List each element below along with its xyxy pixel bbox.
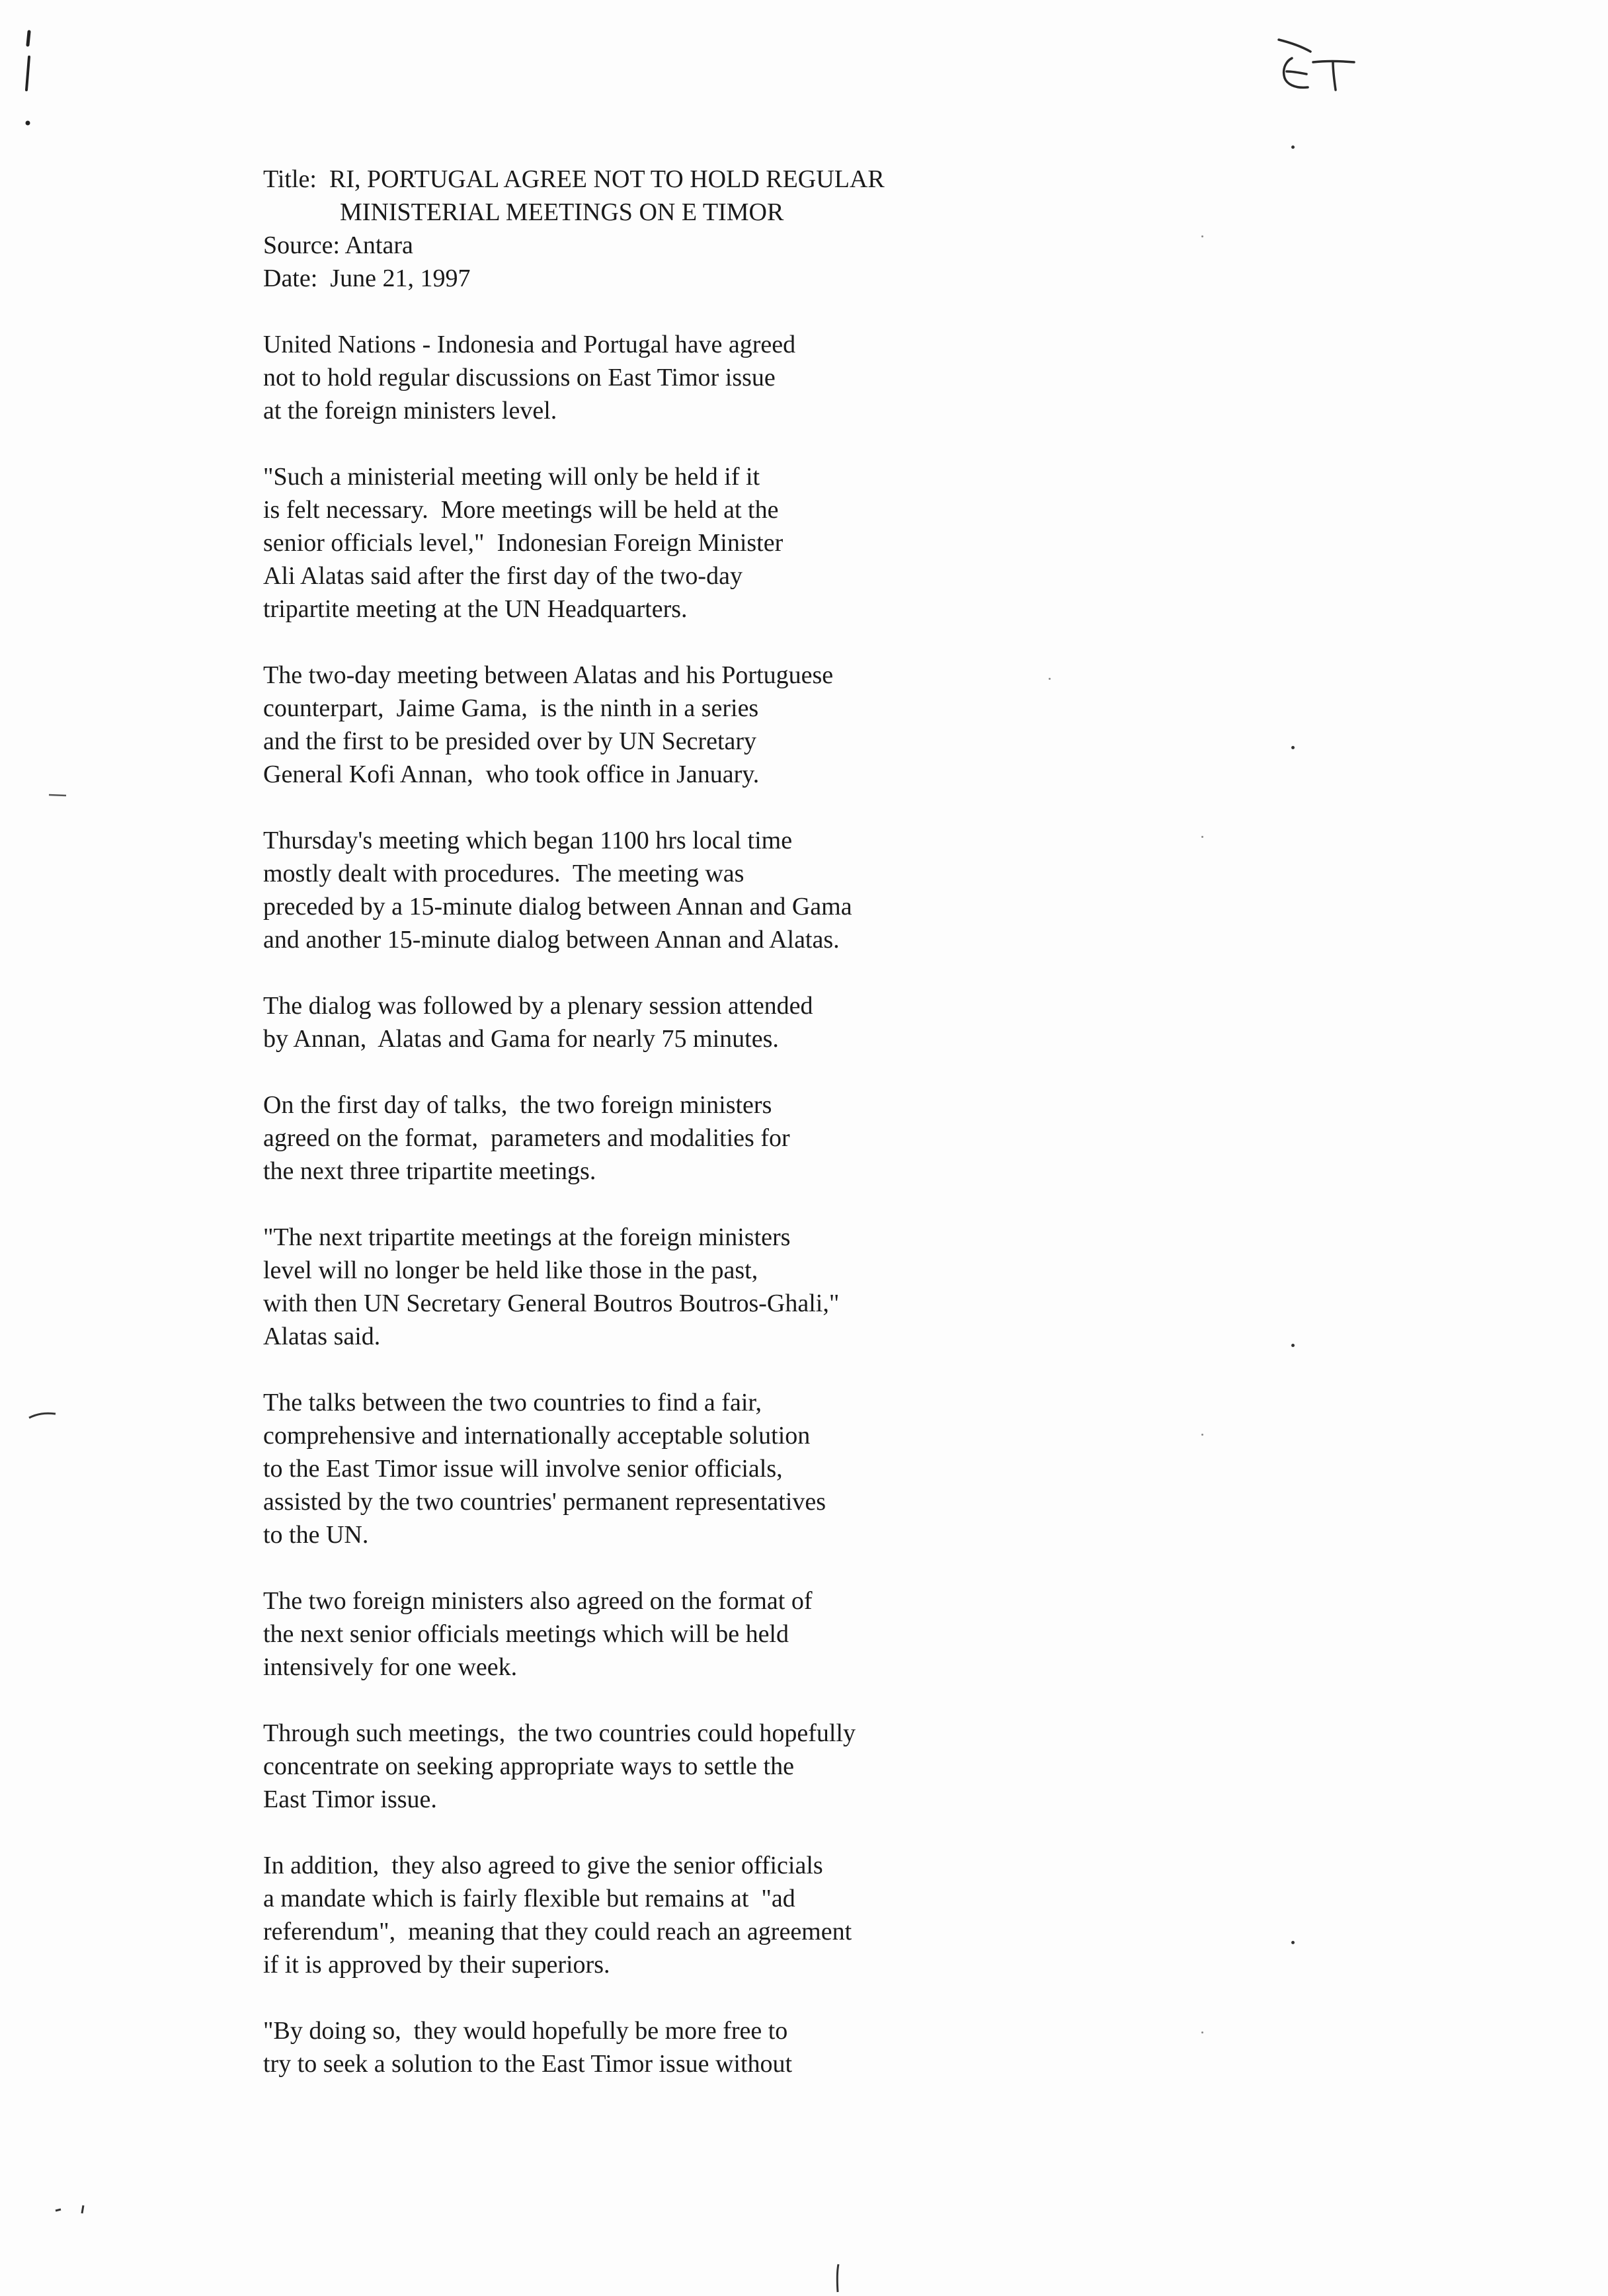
paragraph-line: "Such a ministerial meeting will only be held if it xyxy=(263,463,760,491)
paragraph-line: counterpart, Jaime Gama, is the ninth in a series xyxy=(263,694,759,722)
paragraph-line: level will no longer be held like those in the past, xyxy=(263,1256,758,1284)
paragraph xyxy=(263,659,1321,791)
paragraph xyxy=(263,1386,1321,1551)
paragraph-line: "The next tripartite meetings at the foreign ministers xyxy=(263,1223,791,1251)
title-line-continued: MINISTERIAL MEETINGS ON E TIMOR xyxy=(340,198,784,226)
paragraph-line: The two-day meeting between Alatas and his Portuguese xyxy=(263,661,834,689)
paragraph-line: "By doing so, they would hopefully be more free to xyxy=(263,2017,788,2045)
bottom-center-scan-mark xyxy=(830,2262,844,2295)
title-line xyxy=(263,163,1321,196)
margin-speck xyxy=(1291,145,1295,149)
paragraph xyxy=(263,1584,1321,1684)
paragraph-line: The talks between the two countries to find a fair, xyxy=(263,1389,762,1416)
paragraph-line: to the UN. xyxy=(263,1521,369,1549)
left-margin-dash-mark-2 xyxy=(26,1409,60,1422)
paragraph-line: General Kofi Annan, who took office in January. xyxy=(263,760,760,788)
paragraph-line: with then UN Secretary General Boutros Boutros-Ghali," xyxy=(263,1290,840,1317)
paragraph-line: to the East Timor issue will involve senior officials, xyxy=(263,1455,783,1483)
paragraph-line: if it is approved by their superiors. xyxy=(263,1951,610,1979)
source-line xyxy=(263,229,1321,262)
paragraph-line: agreed on the format, parameters and modalities for xyxy=(263,1124,790,1152)
paragraph-line: The two foreign ministers also agreed on the format of xyxy=(263,1587,813,1615)
paragraph-line: by Annan, Alatas and Gama for nearly 75 minutes. xyxy=(263,1025,779,1053)
article-header xyxy=(263,163,1321,295)
handwritten-et-annotation xyxy=(1269,32,1362,98)
paragraph-line: Thursday's meeting which began 1100 hrs local time xyxy=(263,827,793,854)
paragraph xyxy=(263,824,1321,956)
source-value: Antara xyxy=(344,231,413,259)
paragraph xyxy=(263,1717,1321,1816)
bottom-left-scan-mark xyxy=(53,2199,93,2219)
paragraph-line: United Nations - Indonesia and Portugal have agreed xyxy=(263,331,796,358)
date-value: June 21, 1997 xyxy=(330,265,471,292)
paragraph-line: comprehensive and internationally acceptable solution xyxy=(263,1422,811,1450)
date-label: Date: xyxy=(263,265,318,292)
paragraph-line: a mandate which is fairly flexible but remains at "ad xyxy=(263,1885,795,1912)
paragraph-line: is felt necessary. More meetings will be held at the xyxy=(263,496,779,524)
title-label: Title: xyxy=(263,165,317,193)
paragraph xyxy=(263,460,1321,626)
paragraph-line: mostly dealt with procedures. The meeting was xyxy=(263,860,744,887)
paragraph xyxy=(263,328,1321,427)
paragraph xyxy=(263,1221,1321,1353)
left-margin-scan-mark xyxy=(20,25,46,131)
paragraph-line: senior officials level," Indonesian Foreign Minister xyxy=(263,529,784,557)
paragraph xyxy=(263,1088,1321,1188)
paragraph-line: preceded by a 15-minute dialog between Annan and Gama xyxy=(263,893,852,921)
paragraph-line: Alatas said. xyxy=(263,1323,381,1350)
paragraph-line: the next three tripartite meetings. xyxy=(263,1157,596,1185)
paragraph-line: referendum", meaning that they could reach an agreement xyxy=(263,1918,852,1946)
paragraph-line: the next senior officials meetings which will be held xyxy=(263,1620,789,1648)
paragraph-line: Through such meetings, the two countries could hopefully xyxy=(263,1719,856,1747)
paragraph xyxy=(263,1849,1321,1981)
paragraph xyxy=(263,2014,1321,2080)
paragraph-line: concentrate on seeking appropriate ways to settle the xyxy=(263,1752,794,1780)
paragraph-line: In addition, they also agreed to give the senior officials xyxy=(263,1852,823,1879)
paragraph xyxy=(263,989,1321,1055)
paragraph-line: East Timor issue. xyxy=(263,1785,437,1813)
left-margin-dash-mark xyxy=(46,790,73,800)
article-title: RI, PORTUGAL AGREE NOT TO HOLD REGULAR xyxy=(329,165,885,193)
paragraph-line: intensively for one week. xyxy=(263,1653,518,1681)
article-paragraphs xyxy=(263,328,1321,2080)
paragraph-line: assisted by the two countries' permanent representatives xyxy=(263,1488,826,1516)
paragraph-line: at the foreign ministers level. xyxy=(263,397,557,425)
paragraph-line: tripartite meeting at the UN Headquarters. xyxy=(263,595,688,623)
article-body xyxy=(263,163,1321,2113)
paragraph-line: and another 15-minute dialog between Annan and Alatas. xyxy=(263,926,840,954)
paragraph-line: Ali Alatas said after the first day of the two-day xyxy=(263,562,743,590)
paragraph-line: The dialog was followed by a plenary session attended xyxy=(263,992,813,1020)
paragraph-line: not to hold regular discussions on East Timor issue xyxy=(263,364,776,391)
paragraph-line: and the first to be presided over by UN Secretary xyxy=(263,727,757,755)
paragraph-line: On the first day of talks, the two foreign ministers xyxy=(263,1091,772,1119)
source-label: Source: xyxy=(263,231,341,259)
date-line xyxy=(263,262,1321,295)
paragraph-line: try to seek a solution to the East Timor issue without xyxy=(263,2050,793,2078)
